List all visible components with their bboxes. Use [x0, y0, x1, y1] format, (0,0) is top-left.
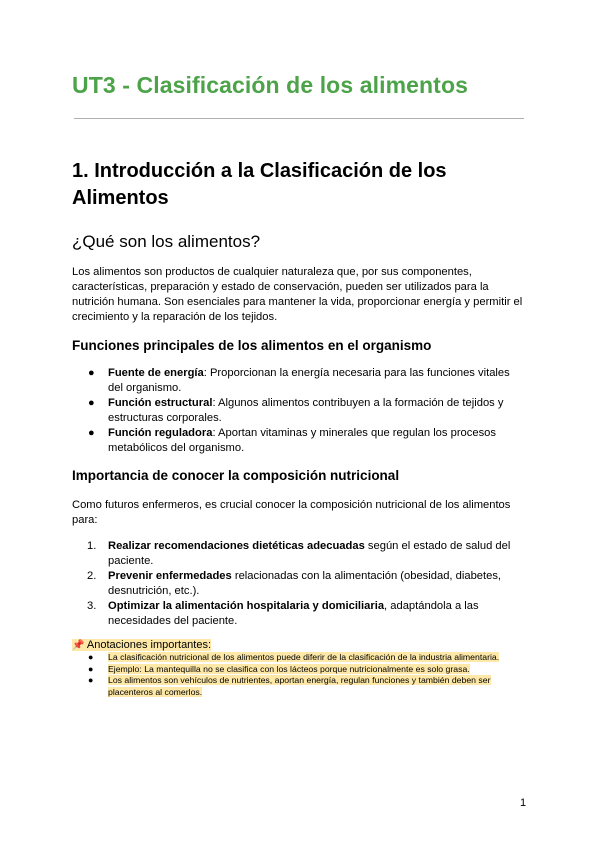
list-item	[72, 366, 524, 396]
subsection-title: ¿Qué son los alimentos?	[72, 232, 261, 251]
item-text: : Aportan vitaminas y minerales que regulan los procesos metabólicos del organismo.	[108, 427, 497, 454]
notes-block	[72, 639, 524, 698]
list-item	[72, 539, 524, 569]
notes-heading	[72, 639, 524, 652]
item-text: , adaptándola a las necesidades del paciente.	[108, 600, 479, 627]
title-divider	[74, 118, 524, 119]
intro-paragraph: Los alimentos son productos de cualquier naturaleza que, por sus componentes, características, preparación y estado de conservación, pueden ser utilizados para la nutrición humana. Son esenciales para mantener la vida, proporcionar energía y permitir el crecimiento y la reparación de los tejidos.	[72, 266, 523, 323]
list-item	[72, 396, 524, 426]
notes-heading-text: Anotaciones importantes:	[86, 639, 212, 651]
document-page	[72, 0, 527, 848]
number-marker: 3.	[87, 600, 97, 612]
list-item	[72, 426, 524, 456]
bullet-marker: ●	[88, 663, 94, 674]
bullet-marker: ●	[88, 367, 95, 379]
list-item	[72, 599, 524, 629]
list-item	[72, 675, 524, 698]
item-text: : Algunos alimentos contribuyen a la formación de tejidos y estructuras corporales.	[108, 397, 504, 424]
note-text: Ejemplo: La mantequilla no se clasifica con los lácteos porque nutricionalmente es solo grasa.	[108, 663, 470, 674]
item-bold: Fuente de energía	[108, 367, 204, 379]
item-text: según el estado de salud del paciente.	[108, 540, 511, 567]
list-item	[72, 569, 524, 599]
item-text: relacionadas con la alimentación (obesidad, diabetes, desnutrición, etc.).	[108, 570, 502, 597]
item-bold: Función reguladora	[108, 427, 213, 439]
bullet-marker: ●	[88, 397, 95, 409]
item-bold: Función estructural	[108, 397, 213, 409]
number-marker: 2.	[87, 570, 97, 582]
importance-list	[72, 539, 524, 629]
functions-list	[72, 366, 524, 456]
list-item	[72, 652, 524, 664]
number-marker: 1.	[87, 540, 97, 552]
page-number: 1	[520, 797, 527, 809]
bullet-marker: ●	[88, 675, 94, 685]
pushpin-icon: 📌	[72, 640, 85, 651]
importance-intro: Como futuros enfermeros, es crucial conocer la composición nutricional de los alimentos para:	[72, 499, 511, 526]
functions-heading: Funciones principales de los alimentos en el organismo	[72, 338, 432, 353]
list-item	[72, 664, 524, 676]
bullet-marker: ●	[88, 427, 95, 439]
item-text: : Proporcionan la energía necesaria para las funciones vitales del organismo.	[108, 367, 510, 394]
item-bold: Optimizar la alimentación hospitalaria y domiciliaria	[108, 600, 385, 612]
notes-list	[72, 652, 524, 698]
importance-heading: Importancia de conocer la composición nutricional	[72, 468, 400, 483]
item-bold: Realizar recomendaciones dietéticas adecuadas	[108, 540, 365, 552]
note-text: Los alimentos son vehículos de nutrientes, aportan energía, regulan funciones y también deben ser placenteros al comerlos.	[108, 675, 491, 697]
item-bold: Prevenir enfermedades	[108, 570, 232, 582]
section-title: 1. Introducción a la Clasificación de los Alimentos	[72, 160, 447, 209]
note-text: La clasificación nutricional de los alimentos puede diferir de la clasificación de la industria alimentaria.	[108, 652, 500, 662]
document-title: UT3 - Clasificación de los alimentos	[72, 72, 468, 98]
bullet-marker: ●	[88, 652, 94, 662]
